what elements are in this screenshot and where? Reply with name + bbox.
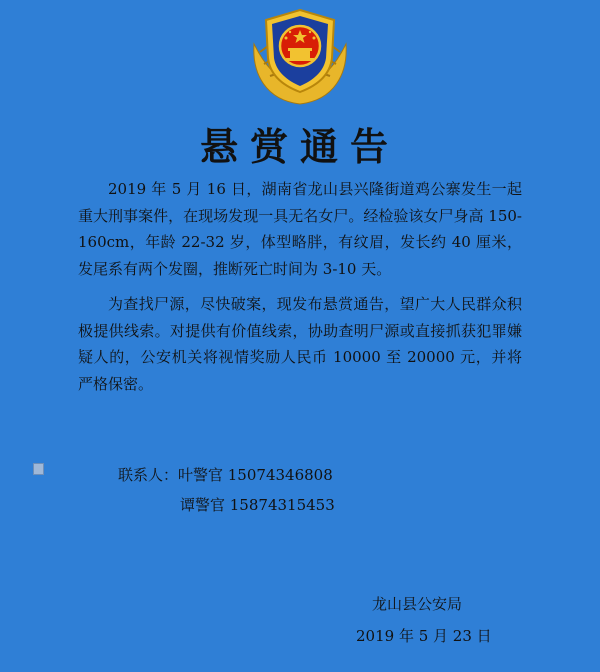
contact-row: 联系人：叶警官 15074346808	[118, 466, 333, 484]
police-emblem-icon	[246, 4, 354, 108]
signature-block	[356, 588, 492, 652]
paragraph-case: 2019 年 5 月 16 日，湖南省龙山县兴隆街道鸡公寨发生一起重大刑事案件，在现场发现一具无名女尸。经检验该女尸身高 150-160cm，年龄 22-32 岁，体型略胖，有纹眉，发长约 40 厘米，发尾系有两个发圈，推断死亡时间为 3-10 天。	[78, 180, 522, 278]
contact-list	[118, 460, 335, 520]
issue-date: 2019 年 5 月 23 日	[356, 627, 492, 645]
issuer-name: 龙山县公安局	[372, 595, 463, 613]
contact-row: 谭警官 15874315453	[180, 496, 335, 514]
page-title: 悬赏通告	[199, 125, 400, 169]
paragraph-reward: 为查找尸源，尽快破案，现发布悬赏通告，望广大人民群众积极提供线索。对提供有价值线索，协助查明尸源或直接抓获犯罪嫌疑人的，公安机关将视情奖励人民币 10000 至 20000 元，并将严格保密。	[78, 295, 522, 393]
document-icon	[33, 463, 44, 475]
notice-body	[78, 176, 522, 406]
